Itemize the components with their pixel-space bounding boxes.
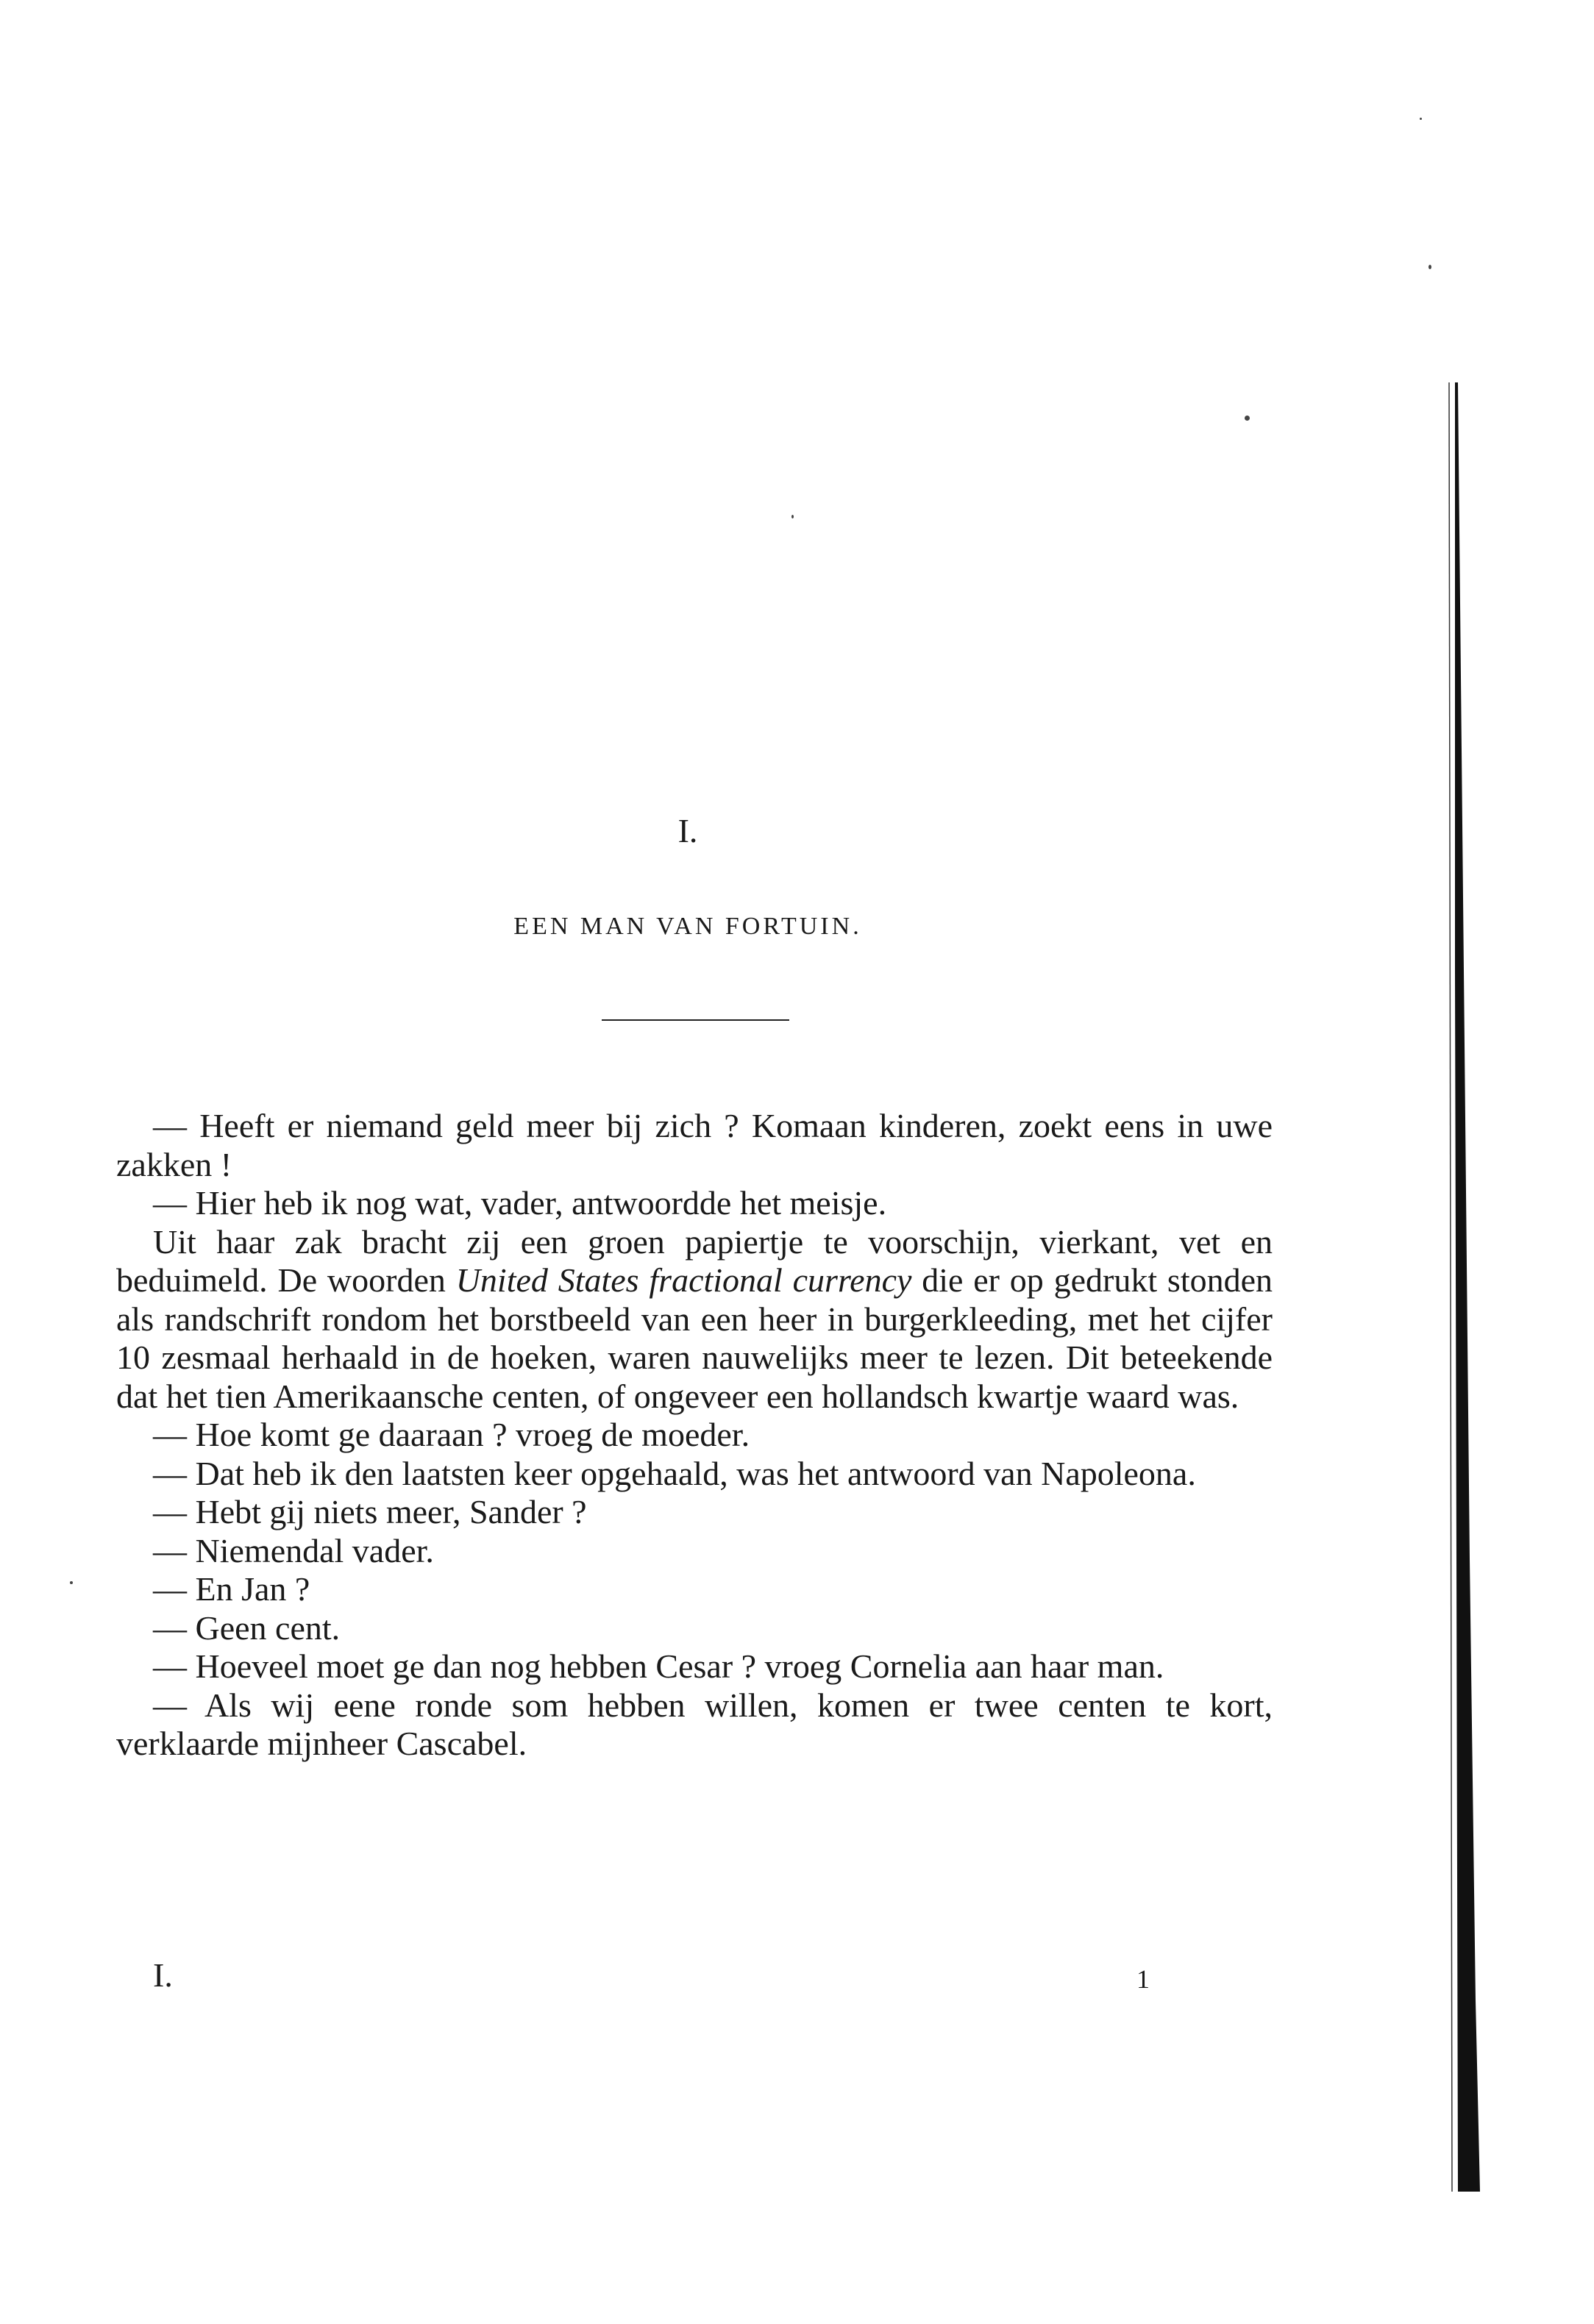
dialogue-line: — En Jan ? <box>153 1570 310 1608</box>
dialogue-line: — Hoeveel moet ge dan nog hebben Cesar ? vroeg Cornelia aan haar man. <box>153 1647 1164 1685</box>
chapter-title: EEN MAN VAN FORTUIN. <box>513 913 862 940</box>
dialogue-line: — Als wij eene ronde som hebben willen, komen er twee centen te kort, verklaarde mijnheer Cascabel. <box>116 1686 1273 1762</box>
dialogue-line: — Hebt gij niets meer, Sander ? <box>153 1493 587 1530</box>
chapter-number: I. <box>677 812 698 849</box>
italic-phrase: United States fractional currency <box>455 1261 912 1299</box>
paragraph-currency <box>116 1223 1273 1416</box>
body-text <box>116 1107 1273 1764</box>
scan-speck <box>1428 265 1431 269</box>
dialogue-line: — Geen cent. <box>153 1608 341 1647</box>
title-rule <box>602 1019 789 1021</box>
scan-speck <box>1420 118 1422 120</box>
dialogue-line: — Niemendal vader. <box>153 1531 434 1569</box>
signature-mark: I. <box>153 1956 173 1994</box>
paragraph-text: Uit haar zak bracht zij een groen papiertje te voorschijn, vierkant, vet en beduimeld. De woorden <box>116 1222 1273 1299</box>
dialogue-line: — Hoe komt ge daaraan ? vroeg de moeder. <box>153 1416 750 1453</box>
paragraph: — Heeft er niemand geld meer bij zich ? Komaan kinderen, zoekt eens in uwe zakken ! <box>116 1107 1273 1183</box>
paragraph-text: die er op gedrukt stonden als randschrift rondom het borstbeeld van een heer in burgerkleeding, met het cijfer 10 zesmaal herhaald in de hoeken, waren nauwelijks meer te lezen. Dit beteekende dat het tien Amerikaansche centen, of ongeveer een hollandsch kwartje waard was. <box>116 1261 1273 1415</box>
scan-speck <box>70 1581 73 1584</box>
page-number: 1 <box>1136 1964 1150 1994</box>
dialogue-line: — Dat heb ik den laatsten keer opgehaald, was het antwoord van Napoleona. <box>153 1454 1196 1492</box>
scan-speck <box>791 515 794 518</box>
paragraph: — Hier heb ik nog wat, vader, antwoordde het meisje. <box>153 1184 887 1222</box>
scan-speck <box>1245 416 1250 421</box>
page-edge-shadow <box>1442 382 1530 2192</box>
